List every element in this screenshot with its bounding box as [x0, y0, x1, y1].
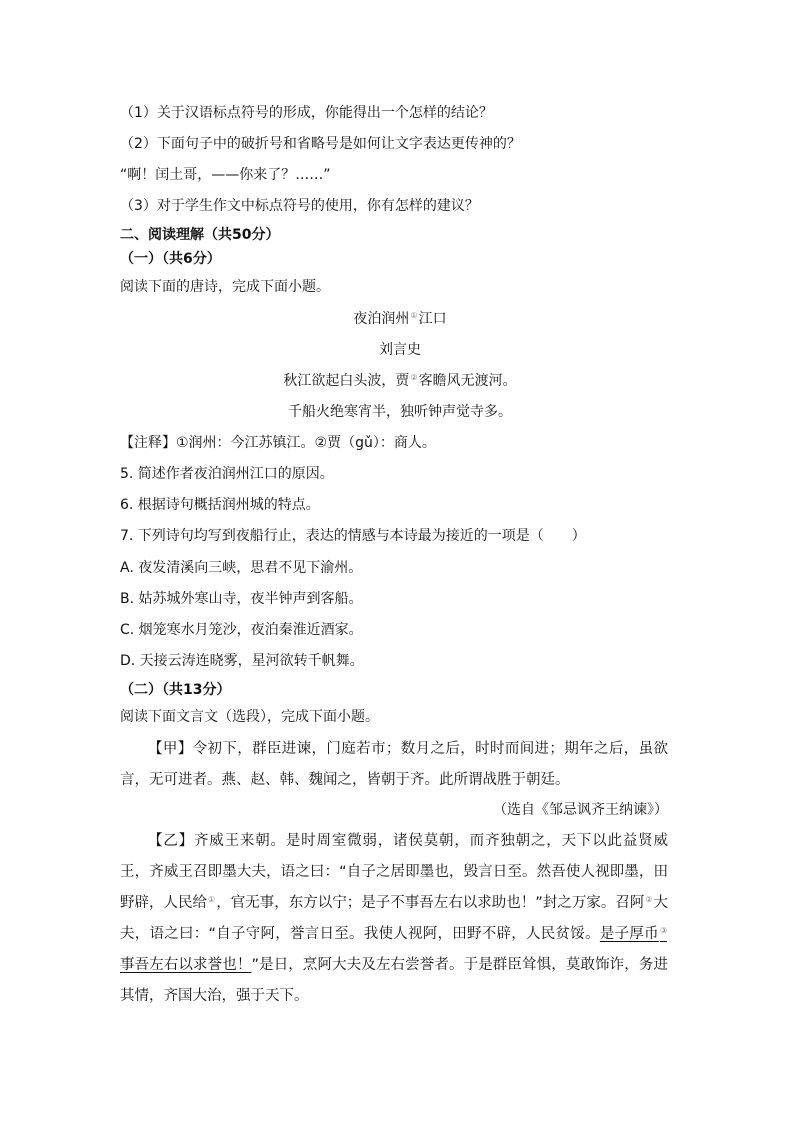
poem-line-1: 秋江欲起白头波，贾②客瞻风无渡河。 [283, 373, 517, 389]
poem-author: 刘言史 [379, 342, 421, 358]
note-marker: ② [645, 895, 653, 904]
option-a: A. 夜发清溪向三峡，思君不见下渝州。 [120, 560, 363, 576]
underlined-sentence: 是子厚币③事吾左右以求誉也！ [120, 926, 668, 973]
question-1: （1）关于汉语标点符号的形成，你能得出一个怎样的结论？ [120, 105, 493, 121]
note-marker: ① [410, 311, 418, 320]
option-d: D. 天接云涛连晓雾，星河欲转千帆舞。 [120, 653, 364, 669]
poem-annotation: 【注释】①润州：今江苏镇江。②贾（gǔ）：商人。 [120, 435, 436, 451]
question-6: 6. 根据诗句概括润州城的特点。 [120, 497, 320, 513]
section-title: 二、阅读理解（共50分） [120, 227, 280, 243]
note-marker: ① [208, 895, 216, 904]
passage-jia: 【甲】令初下，群臣进谏，门庭若市；数月之后，时时而间进；期年之后，虽欲言，无可进者。燕、赵、韩、魏闻之，皆朝于齐。此所谓战胜于朝廷。 [120, 741, 668, 788]
question-2: （2）下面句子中的破折号和省略号是如何让文字表达更传神的？ [120, 136, 521, 152]
note-marker: ③ [659, 926, 668, 935]
passage-yi: 【乙】齐威王来朝。是时周室微弱，诸侯莫朝，而齐独朝之，天下以此益贤威王，齐威王召即墨大夫，语之曰：“自子之居即墨也，毁言日至。然吾使人视即墨，田野辟，人民给①，官无事，东方以宁；是子不事吾左右以求助也！”封之万家。召阿②大夫，语之曰：“自子守阿，誉言日至。我使人视阿，田野不辟，人民贫馁。是子厚币③事吾左右以求誉也！”是日，烹阿大夫及左右尝誉者。于是群臣耸惧，莫敢饰诈，务进其情，齐国大治，强于天下。 [120, 833, 669, 1004]
part1-heading: （一）（共6分） [120, 251, 221, 267]
question-3: （3）对于学生作文中标点符号的使用，你有怎样的建议？ [120, 198, 479, 214]
question-7: 7. 下列诗句均写到夜船行止，表达的情感与本诗最为接近的一项是（ ） [120, 528, 586, 544]
poem-title: 夜泊润州①江口 [353, 311, 447, 327]
note-marker: ② [410, 373, 418, 382]
part2-heading: （二）（共13分） [120, 682, 231, 698]
quote-sentence: “啊！闰土哥，——你来了？……” [120, 167, 331, 183]
option-c: C. 烟笼寒水月笼沙，夜泊秦淮近酒家。 [120, 622, 363, 638]
question-5: 5. 简述作者夜泊润州江口的原因。 [120, 466, 334, 482]
part1-instruction: 阅读下面的唐诗，完成下面小题。 [120, 279, 330, 295]
part2-instruction: 阅读下面文言文（选段），完成下面小题。 [120, 709, 379, 725]
passage-jia-source: （选自《邹忌讽齐王纳谏》） [493, 802, 668, 818]
option-b: B. 姑苏城外寒山寺，夜半钟声到客船。 [120, 591, 363, 607]
poem-line-2: 千船火绝寒宵半，独听钟声觉寺多。 [288, 404, 512, 420]
